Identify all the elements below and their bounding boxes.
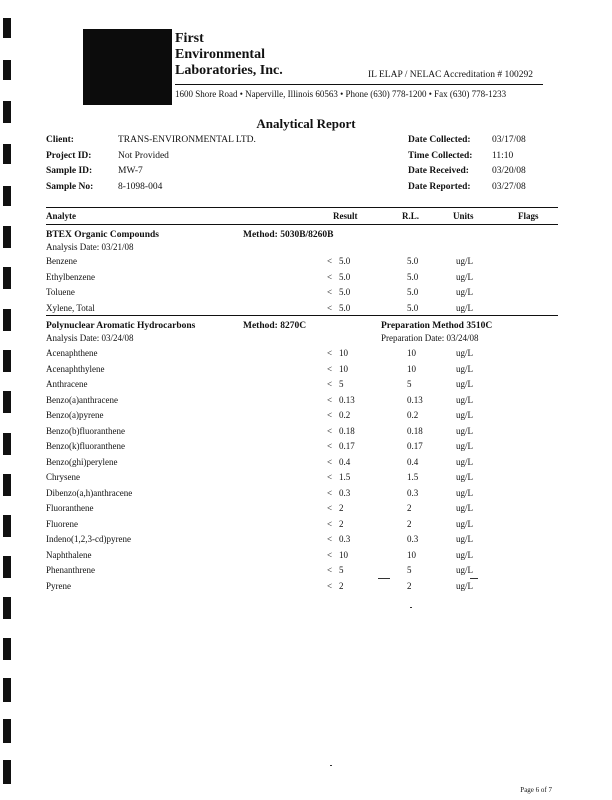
project-id-value: Not Provided: [118, 150, 169, 161]
rl-cell: 0.13: [407, 394, 423, 405]
rl-cell: 10: [407, 549, 416, 560]
section-title: BTEX Organic Compounds: [46, 230, 159, 240]
analyte-cell: Benzo(ghi)perylene: [46, 456, 118, 467]
date-collected-value: 03/17/08: [492, 135, 526, 145]
analyte-cell: Naphthalene: [46, 549, 92, 560]
table-row: [0, 395, 612, 409]
scan-artifact: [330, 765, 332, 766]
binder-mark: [3, 760, 11, 784]
binder-mark: [3, 678, 11, 702]
units-cell: ug/L: [456, 410, 473, 420]
lab-address: 1600 Shore Road • Naperville, Illinois 60563 • Phone (630) 778-1200 • Fax (630) 778-1233: [175, 89, 507, 99]
analyte-cell: Benzo(b)fluoranthene: [46, 425, 125, 436]
preparation-date: Preparation Date: 03/24/08: [381, 333, 479, 343]
qualifier-cell: <: [327, 487, 333, 498]
table-row: [0, 379, 612, 393]
client-label: Client:: [46, 135, 74, 145]
result-cell: 10: [339, 363, 348, 374]
lab-name-line: First: [175, 31, 204, 46]
client-info-labels-right: [408, 133, 472, 195]
table-row: [0, 441, 612, 455]
units-cell: ug/L: [456, 256, 473, 266]
result-cell: 2: [339, 518, 344, 529]
column-header-units: Units: [453, 211, 474, 221]
analyte-cell: Acenaphthylene: [46, 363, 105, 374]
qualifier-cell: <: [327, 271, 333, 282]
result-cell: 2: [339, 503, 344, 513]
table-row: [0, 472, 612, 486]
client-info-labels-left: [46, 133, 93, 195]
analyte-cell: Chrysene: [46, 472, 80, 482]
units-cell: ug/L: [456, 379, 473, 389]
rl-cell: 2: [407, 518, 412, 529]
rl-cell: 0.3: [407, 487, 419, 498]
result-cell: 0.2: [339, 410, 351, 420]
qualifier-cell: <: [327, 441, 333, 451]
rl-cell: 2: [407, 580, 412, 591]
units-cell: ug/L: [456, 394, 473, 405]
rl-cell: 1.5: [407, 472, 419, 482]
rl-cell: 5.0: [407, 287, 419, 297]
rl-cell: 0.4: [407, 456, 419, 467]
table-row: [0, 348, 612, 362]
section-title: Polynuclear Aromatic Hydrocarbons: [46, 321, 196, 331]
qualifier-cell: <: [327, 565, 333, 575]
qualifier-cell: <: [327, 379, 333, 389]
result-cell: 0.18: [339, 425, 355, 436]
analyte-cell: Anthracene: [46, 379, 88, 389]
result-cell: 5: [339, 379, 344, 389]
sample-no-value: 8-1098-004: [118, 181, 163, 192]
time-collected-value: 11:10: [492, 150, 514, 161]
units-cell: ug/L: [456, 503, 473, 513]
units-cell: ug/L: [456, 518, 473, 529]
table-row: [0, 364, 612, 378]
section-divider: [46, 315, 558, 316]
table-row: [0, 565, 612, 579]
analyte-cell: Fluorene: [46, 518, 78, 529]
analyte-cell: Xylene, Total: [46, 302, 95, 313]
report-title: Analytical Report: [256, 116, 356, 131]
rl-cell: 0.2: [407, 410, 419, 420]
lab-name-line: Laboratories, Inc.: [175, 63, 283, 78]
units-cell: ug/L: [456, 549, 473, 560]
table-row: [0, 256, 612, 270]
analysis-date: Analysis Date: 03/21/08: [46, 242, 134, 252]
qualifier-cell: <: [327, 503, 333, 513]
result-cell: 5.0: [339, 256, 351, 266]
analyte-cell: Phenanthrene: [46, 565, 95, 575]
result-cell: 0.4: [339, 456, 351, 467]
analyte-cell: Benzo(a)anthracene: [46, 394, 118, 405]
table-row: [0, 581, 612, 595]
result-cell: 5.0: [339, 271, 351, 282]
date-received-value: 03/20/08: [492, 166, 526, 176]
analysis-date: Analysis Date: 03/24/08: [46, 333, 134, 343]
result-cell: 1.5: [339, 472, 351, 482]
table-row: [0, 519, 612, 533]
binder-mark: [3, 597, 11, 619]
qualifier-cell: <: [327, 394, 333, 405]
qualifier-cell: <: [327, 580, 333, 591]
accreditation-text: IL ELAP / NELAC Accreditation # 100292: [368, 70, 533, 80]
section-method: Method: 8270C: [243, 321, 307, 331]
qualifier-cell: <: [327, 410, 333, 420]
column-header-flags: Flags: [518, 211, 539, 221]
date-reported-label: Date Reported:: [408, 181, 471, 192]
units-cell: ug/L: [456, 565, 473, 575]
table-row: [0, 534, 612, 548]
binder-mark: [3, 638, 11, 660]
lab-name: [175, 31, 283, 79]
analyte-cell: Benzo(a)pyrene: [46, 410, 104, 420]
result-cell: 2: [339, 580, 344, 591]
analyte-cell: Dibenzo(a,h)anthracene: [46, 487, 133, 498]
rl-cell: 0.18: [407, 425, 423, 436]
rl-cell: 10: [407, 363, 416, 374]
page-number: Page 6 of 7: [520, 786, 552, 794]
scan-artifact: [378, 578, 390, 579]
time-collected-label: Time Collected:: [408, 150, 473, 161]
analyte-cell: Benzo(k)fluoranthene: [46, 441, 125, 451]
sample-id-value: MW-7: [118, 166, 143, 176]
units-cell: ug/L: [456, 425, 473, 436]
analyte-cell: Benzene: [46, 256, 77, 266]
rl-cell: 5.0: [407, 256, 419, 266]
client-value: TRANS-ENVIRONMENTAL LTD.: [118, 135, 256, 145]
table-row: [0, 287, 612, 301]
rl-cell: 0.17: [407, 441, 423, 451]
table-row: [0, 457, 612, 471]
preparation-method: Preparation Method 3510C: [381, 321, 493, 331]
units-cell: ug/L: [456, 472, 473, 482]
units-cell: ug/L: [456, 534, 473, 544]
rl-cell: 5.0: [407, 271, 419, 282]
qualifier-cell: <: [327, 518, 333, 529]
rl-cell: 2: [407, 503, 412, 513]
table-row: [0, 272, 612, 286]
binder-mark: [3, 719, 11, 743]
units-cell: ug/L: [456, 287, 473, 297]
binder-mark: [3, 18, 11, 38]
units-cell: ug/L: [456, 456, 473, 467]
date-collected-label: Date Collected:: [408, 135, 471, 145]
result-cell: 10: [339, 549, 348, 560]
section-method: Method: 5030B/8260B: [243, 230, 334, 240]
rl-cell: 5: [407, 565, 412, 575]
date-received-label: Date Received:: [408, 166, 469, 176]
result-cell: 10: [339, 348, 348, 358]
table-row: [0, 550, 612, 564]
result-cell: 0.13: [339, 394, 355, 405]
project-id-label: Project ID:: [46, 150, 92, 161]
analyte-cell: Ethylbenzene: [46, 271, 95, 282]
units-cell: ug/L: [456, 580, 473, 591]
lab-name-line: Environmental: [175, 47, 265, 62]
scan-artifact: [470, 578, 478, 579]
analyte-cell: Acenaphthene: [46, 348, 98, 358]
result-cell: 5.0: [339, 287, 351, 297]
column-header-analyte: Analyte: [46, 211, 76, 221]
units-cell: ug/L: [456, 348, 473, 358]
client-info-values-left: [118, 133, 256, 195]
table-top-rule: [46, 207, 558, 208]
rl-cell: 5: [407, 379, 412, 389]
scan-artifact: [410, 607, 412, 608]
analyte-cell: Pyrene: [46, 580, 71, 591]
qualifier-cell: <: [327, 534, 333, 544]
table-row: [0, 426, 612, 440]
units-cell: ug/L: [456, 271, 473, 282]
header-bottom-rule: [46, 224, 558, 225]
units-cell: ug/L: [456, 441, 473, 451]
binder-mark: [3, 186, 11, 206]
date-reported-value: 03/27/08: [492, 181, 526, 192]
analyte-cell: Toluene: [46, 287, 75, 297]
qualifier-cell: <: [327, 549, 333, 560]
sample-no-label: Sample No:: [46, 181, 94, 192]
qualifier-cell: <: [327, 472, 333, 482]
sample-id-label: Sample ID:: [46, 166, 93, 176]
header-divider: [175, 84, 543, 85]
qualifier-cell: <: [327, 363, 333, 374]
binder-mark: [3, 60, 11, 80]
result-cell: 0.3: [339, 534, 351, 544]
column-header-result: Result: [333, 211, 358, 221]
result-cell: 5: [339, 565, 344, 575]
client-info-values-right: [492, 133, 526, 195]
analyte-cell: Fluoranthene: [46, 503, 94, 513]
analyte-cell: Indeno(1,2,3-cd)pyrene: [46, 534, 131, 544]
result-cell: 0.17: [339, 441, 355, 451]
qualifier-cell: <: [327, 456, 333, 467]
qualifier-cell: <: [327, 256, 333, 266]
qualifier-cell: <: [327, 425, 333, 436]
table-row: [0, 503, 612, 517]
qualifier-cell: <: [327, 287, 333, 297]
units-cell: ug/L: [456, 302, 473, 313]
binder-mark: [3, 144, 11, 164]
binder-mark: [3, 226, 11, 248]
rl-cell: 5.0: [407, 302, 419, 313]
qualifier-cell: <: [327, 348, 333, 358]
table-row: [0, 410, 612, 424]
rl-cell: 10: [407, 348, 416, 358]
units-cell: ug/L: [456, 363, 473, 374]
units-cell: ug/L: [456, 487, 473, 498]
column-header-rl: R.L.: [402, 211, 420, 221]
result-cell: 0.3: [339, 487, 351, 498]
rl-cell: 0.3: [407, 534, 419, 544]
table-row: [0, 488, 612, 502]
company-logo: [83, 29, 172, 105]
qualifier-cell: <: [327, 302, 333, 313]
result-cell: 5.0: [339, 302, 351, 313]
